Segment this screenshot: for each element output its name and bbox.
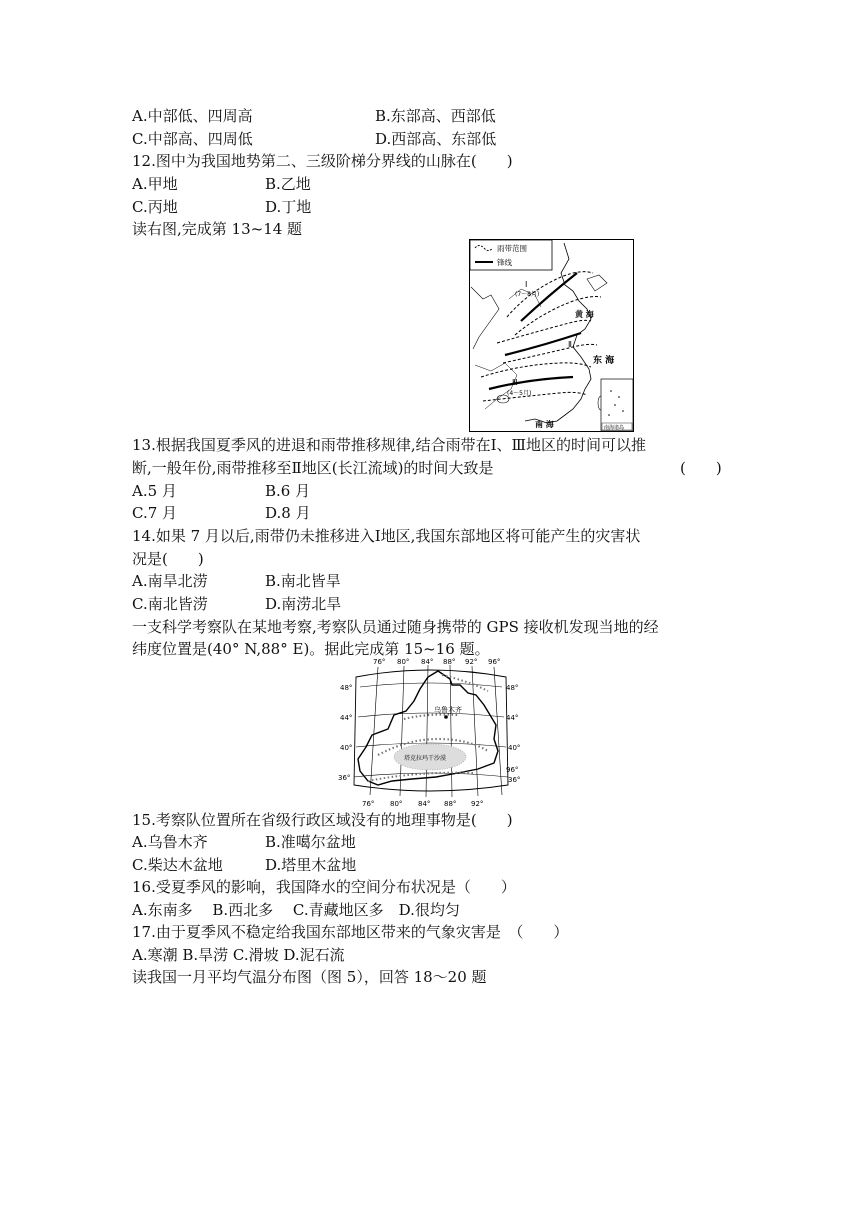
intro-18-20: 读我国一月平均气温分布图（图 5），回答 18～20 题 xyxy=(132,968,487,986)
lat-left-48: 48° xyxy=(340,684,353,692)
q17-options: A.寒潮 B.旱涝 C.滑坡 D.泥石流 xyxy=(132,946,345,964)
label-region-II: Ⅱ xyxy=(568,340,572,349)
q14-stem-line2: 况是( ) xyxy=(132,550,204,568)
lon-bottom-92: 92° xyxy=(471,800,484,808)
q13-stem-line2: 断,一般年份,雨带推移至Ⅱ地区(长江流域)的时间大致是 xyxy=(132,459,494,477)
q12-option-d: D.丁地 xyxy=(265,198,312,216)
q15-stem: 15.考察队位置所在省级行政区域没有的地理事物是( ) xyxy=(132,811,513,829)
intro-15-16-line1: 一支科学考察队在某地考察,考察队员通过随身携带的 GPS 接收机发现当地的经 xyxy=(132,618,659,636)
rainbelt-map xyxy=(469,239,634,432)
q14-option-a: A.南旱北涝 xyxy=(132,572,208,590)
label-region-I: Ⅰ xyxy=(525,280,528,289)
lon-top-96: 96° xyxy=(488,658,501,666)
q11-option-d: D.西部高、东部低 xyxy=(375,130,497,148)
q14-option-d: D.南涝北旱 xyxy=(265,595,342,613)
legend-front-label: 锋线 xyxy=(497,258,512,267)
label-east-sea: 东 海 xyxy=(593,356,615,366)
legend-rain-label: 雨带范围 xyxy=(497,244,527,253)
q15-option-b: B.准噶尔盆地 xyxy=(265,833,356,851)
q13-bracket: ( ) xyxy=(680,459,722,477)
label-south-sea: 南 海 xyxy=(535,420,554,429)
q11-option-c: C.中部高、四周低 xyxy=(132,130,253,148)
lat-left-40: 40° xyxy=(340,744,353,752)
q12-option-a: A.甲地 xyxy=(132,175,178,193)
q12-option-c: C.丙地 xyxy=(132,198,178,216)
q14-option-b: B.南北皆旱 xyxy=(265,572,341,590)
lon-top-76: 76° xyxy=(373,658,386,666)
lon-right-96: 96° xyxy=(506,766,519,774)
q16-options: A.东南多 B.西北多 C.青藏地区多 D.很均匀 xyxy=(132,901,460,919)
lat-right-36: 36° xyxy=(508,776,521,784)
q13-option-b: B.6 月 xyxy=(265,482,311,500)
q14-stem-line1: 14.如果 7 月以后,雨带仍未推移进入Ⅰ地区,我国东部地区将可能产生的灾害状 xyxy=(132,527,641,545)
q11-option-b: B.东部高、西部低 xyxy=(375,107,496,125)
lon-top-84: 84° xyxy=(421,658,434,666)
label-region-I-time: (7～8月) xyxy=(515,291,540,298)
q12-stem: 12.图中为我国地势第二、三级阶梯分界线的山脉在( ) xyxy=(132,152,513,170)
q15-option-d: D.塔里木盆地 xyxy=(265,856,357,874)
q16-stem: 16.受夏季风的影响，我国降水的空间分布状况是（ ） xyxy=(132,878,516,896)
q14-option-c: C.南北皆涝 xyxy=(132,595,208,613)
lat-left-36: 36° xyxy=(338,774,351,782)
desert-label: 塔克拉玛干沙漠 xyxy=(404,755,447,762)
q13-option-c: C.7 月 xyxy=(132,504,178,522)
q13-option-d: D.8 月 xyxy=(265,504,311,522)
lon-top-92: 92° xyxy=(465,658,478,666)
lon-bottom-76: 76° xyxy=(362,800,375,808)
label-region-III-time: (4～5月) xyxy=(507,390,532,397)
intro-15-16-line2: 纬度位置是(40° N,88° E)。据此完成第 15~16 题。 xyxy=(132,640,490,658)
q13-stem-line1: 13.根据我国夏季风的进退和雨带推移规律,结合雨带在Ⅰ、Ⅲ地区的时间可以推 xyxy=(132,436,647,454)
lon-bottom-80: 80° xyxy=(390,800,403,808)
lat-right-44: 44° xyxy=(506,714,519,722)
xinjiang-map xyxy=(338,655,523,810)
lon-bottom-84: 84° xyxy=(418,800,431,808)
lon-top-80: 80° xyxy=(397,658,410,666)
city-label: 乌鲁木齐 xyxy=(434,706,462,714)
inset-label: 南海诸岛 xyxy=(604,425,625,431)
lat-right-40: 40° xyxy=(508,744,521,752)
intro-13-14: 读右图,完成第 13~14 题 xyxy=(132,220,303,238)
q13-option-a: A.5 月 xyxy=(132,482,177,500)
lat-left-44: 44° xyxy=(340,714,353,722)
q17-stem: 17.由于夏季风不稳定给我国东部地区带来的气象灾害是 （ ） xyxy=(132,923,569,941)
q15-option-c: C.柴达木盆地 xyxy=(132,856,223,874)
q11-option-a: A.中部低、四周高 xyxy=(132,107,253,125)
label-yellow-sea: 黄 海 xyxy=(575,310,594,319)
label-region-III: Ⅲ xyxy=(512,378,518,387)
lat-right-48: 48° xyxy=(506,684,519,692)
q12-option-b: B.乙地 xyxy=(265,175,311,193)
lon-bottom-88: 88° xyxy=(444,800,457,808)
q15-option-a: A.乌鲁木齐 xyxy=(132,833,208,851)
lon-top-88: 88° xyxy=(443,658,456,666)
